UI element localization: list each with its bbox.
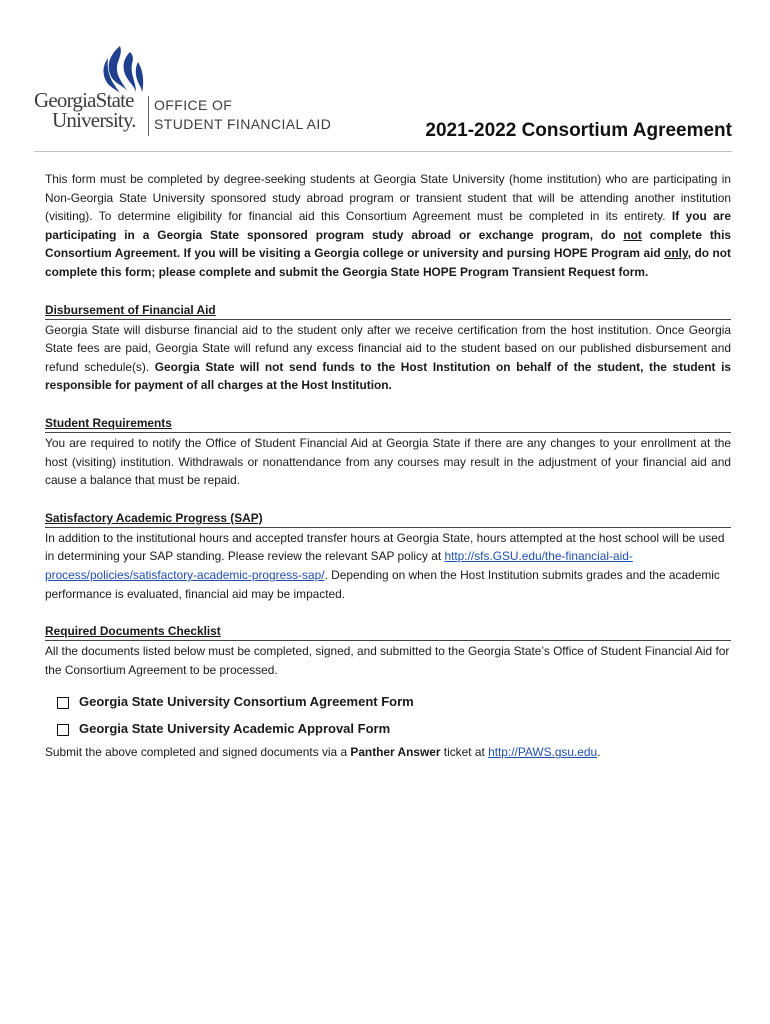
logo-divider — [148, 96, 149, 136]
documents-checklist — [57, 689, 731, 743]
intro-bold-only: only — [664, 246, 688, 261]
sap-heading: Satisfactory Academic Progress (SAP) — [45, 510, 731, 528]
requirements-paragraph: You are required to notify the Office of Student Financial Aid at Georgia State if there are any changes to your enrollment at the host (visiting) institution. Withdrawals or nonattendance from any courses may result in the adjustment of your financial aid and cause a balance that must be repaid. — [45, 435, 731, 488]
checkbox-icon[interactable] — [57, 724, 69, 736]
intro-paragraph — [45, 170, 731, 282]
intro-bold-3: , do not complete this form; please complete and submit the Georgia State HOPE Program Transient Request form. — [45, 246, 731, 279]
checklist-item-label: Georgia State University Consortium Agreement Form — [79, 694, 414, 710]
page-header — [34, 44, 732, 152]
submit-text-2: ticket at — [440, 745, 489, 760]
requirements-heading: Student Requirements — [45, 415, 731, 433]
disbursement-paragraph — [45, 321, 731, 395]
office-name — [154, 96, 331, 134]
checkbox-icon[interactable] — [57, 697, 69, 709]
gsu-logo — [34, 44, 364, 144]
disbursement-heading: Disbursement of Financial Aid — [45, 302, 731, 320]
intro-bold-1: If you are participating in a Georgia State sponsored program study abroad or exchange program, do — [45, 209, 731, 242]
checklist-item-label: Georgia State University Academic Approval Form — [79, 721, 391, 737]
intro-text: This form must be completed by degree-seeking students at Georgia State University (home institution) who are participating in Non-Georgia State University sponsored study abroad program or transient student that will be attending another institution (visiting). To determine eligibility for financial aid this Consortium Agreement must be completed in its entirety. — [45, 172, 731, 224]
submit-text-1: Submit the above completed and signed documents via a — [45, 745, 351, 760]
wordmark-line1: GeorgiaState — [34, 88, 134, 112]
paws-link[interactable]: http://PAWS.gsu.edu — [488, 745, 598, 760]
submit-instructions — [45, 743, 731, 762]
checklist-item — [57, 689, 731, 716]
sap-text-1: In addition to the institutional hours and accepted transfer hours at Georgia State, hours attempted at the host school will be used in determining your SAP standing. Please review the relevant SAP policy at — [45, 530, 725, 564]
sap-paragraph — [45, 529, 731, 603]
intro-bold-not: not — [623, 227, 642, 242]
disbursement-section — [45, 302, 731, 395]
submit-end: . — [597, 745, 601, 760]
panther-answer-label: Panther Answer — [350, 745, 441, 760]
disbursement-text: Georgia State will disburse financial aid to the student only after we receive certification from the host institution. Once Georgia State fees are paid, Georgia State will refund any excess financial aid to the student based on our published disbursement and refund schedule(s). — [45, 322, 731, 374]
page-title: 2021-2022 Consortium Agreement — [425, 120, 732, 141]
document-body — [45, 170, 731, 762]
university-wordmark — [34, 90, 148, 130]
disbursement-bold: Georgia State will not send funds to the Host Institution on behalf of the student, the student is responsible for payment of all charges at the Host Institution. — [45, 359, 731, 393]
flame-icon — [94, 44, 146, 94]
documents-paragraph: All the documents listed below must be completed, signed, and submitted to the Georgia State’s Office of Student Financial Aid for the Consortium Agreement to be processed. — [45, 644, 730, 677]
sap-text-2: . Depending on when the Host Institution submits grades and the academic performance is evaluated, financial aid may be impacted. — [45, 567, 720, 601]
sap-section — [45, 510, 731, 603]
checklist-item — [57, 716, 731, 743]
office-line2: STUDENT FINANCIAL AID — [154, 116, 332, 132]
office-line1: OFFICE OF — [154, 97, 233, 113]
documents-heading: Required Documents Checklist — [45, 623, 731, 641]
sap-policy-link[interactable]: http://sfs.GSU.edu/the-financial-aid- process/policies/satisfactory-academic-progress-sap/ — [45, 549, 633, 582]
intro-bold-2: complete this Consortium Agreement. If you will be visiting a Georgia college or university and pursing HOPE Program aid — [45, 227, 731, 261]
requirements-section — [45, 415, 731, 490]
header-divider — [34, 151, 732, 152]
wordmark-line2: University. — [52, 108, 136, 132]
documents-section — [45, 623, 731, 762]
